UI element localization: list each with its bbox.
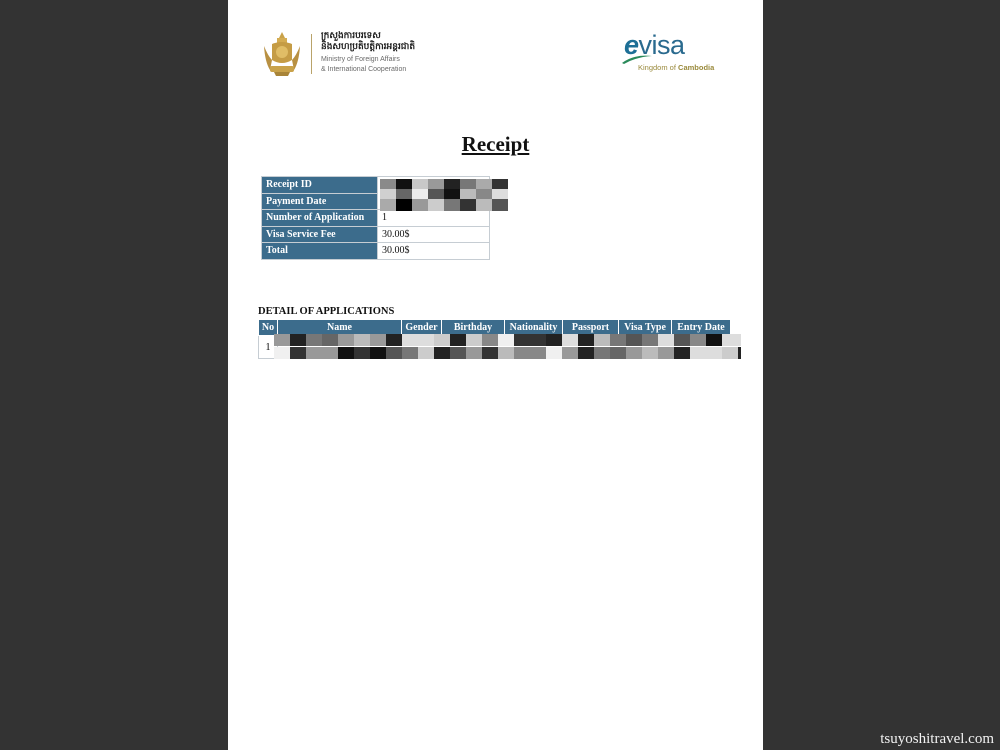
detail-heading: DETAIL OF APPLICATIONS	[258, 306, 395, 317]
number-of-application-label: Number of Application	[262, 210, 378, 227]
col-header-no: No	[259, 320, 278, 336]
kingdom-of-cambodia	[638, 63, 714, 72]
payment-date-label: Payment Date	[262, 193, 378, 210]
redaction-mosaic	[380, 179, 508, 212]
table-row	[262, 243, 490, 260]
ministry-logo-block	[262, 30, 462, 78]
col-header-gender: Gender	[402, 320, 442, 336]
col-header-entry-date: Entry Date	[672, 320, 731, 336]
col-header-visa-type: Visa Type	[619, 320, 672, 336]
col-header-passport: Passport	[563, 320, 619, 336]
ministry-khmer-line1: ក្រសួងការបរទេស	[321, 31, 381, 41]
kingdom-prefix: Kingdom of	[638, 63, 676, 72]
evisa-visa-text: visa	[638, 30, 685, 60]
receipt-summary-table	[261, 176, 490, 260]
receipt-id-label: Receipt ID	[262, 177, 378, 194]
ministry-english-line2: & International Cooperation	[321, 66, 407, 73]
receipt-document	[228, 0, 763, 750]
visa-service-fee-label: Visa Service Fee	[262, 226, 378, 243]
visa-service-fee-value: 30.00$	[378, 226, 490, 243]
col-header-birthday: Birthday	[442, 320, 505, 336]
watermark: tsuyoshitravel.com	[880, 731, 994, 747]
col-header-nationality: Nationality	[505, 320, 563, 336]
row-number: 1	[259, 336, 278, 359]
table-row	[262, 177, 490, 194]
table-row	[262, 226, 490, 243]
evisa-logo	[624, 32, 734, 76]
number-of-application-value: 1	[378, 210, 490, 227]
total-value: 30.00$	[378, 243, 490, 260]
kingdom-name: Cambodia	[678, 63, 715, 72]
logo-divider	[311, 34, 312, 74]
ministry-khmer-line2: និងសហប្រតិបត្តិការអន្តរជាតិ	[321, 42, 416, 52]
royal-crest-icon	[262, 30, 302, 76]
redaction-mosaic	[274, 334, 741, 359]
page-title: Receipt	[461, 132, 530, 156]
col-header-name: Name	[278, 320, 402, 336]
total-label: Total	[262, 243, 378, 260]
receipt-id-value-redacted	[378, 177, 490, 210]
evisa-e-letter: e	[624, 30, 639, 60]
ministry-english-line1: Ministry of Foreign Affairs	[321, 56, 400, 63]
